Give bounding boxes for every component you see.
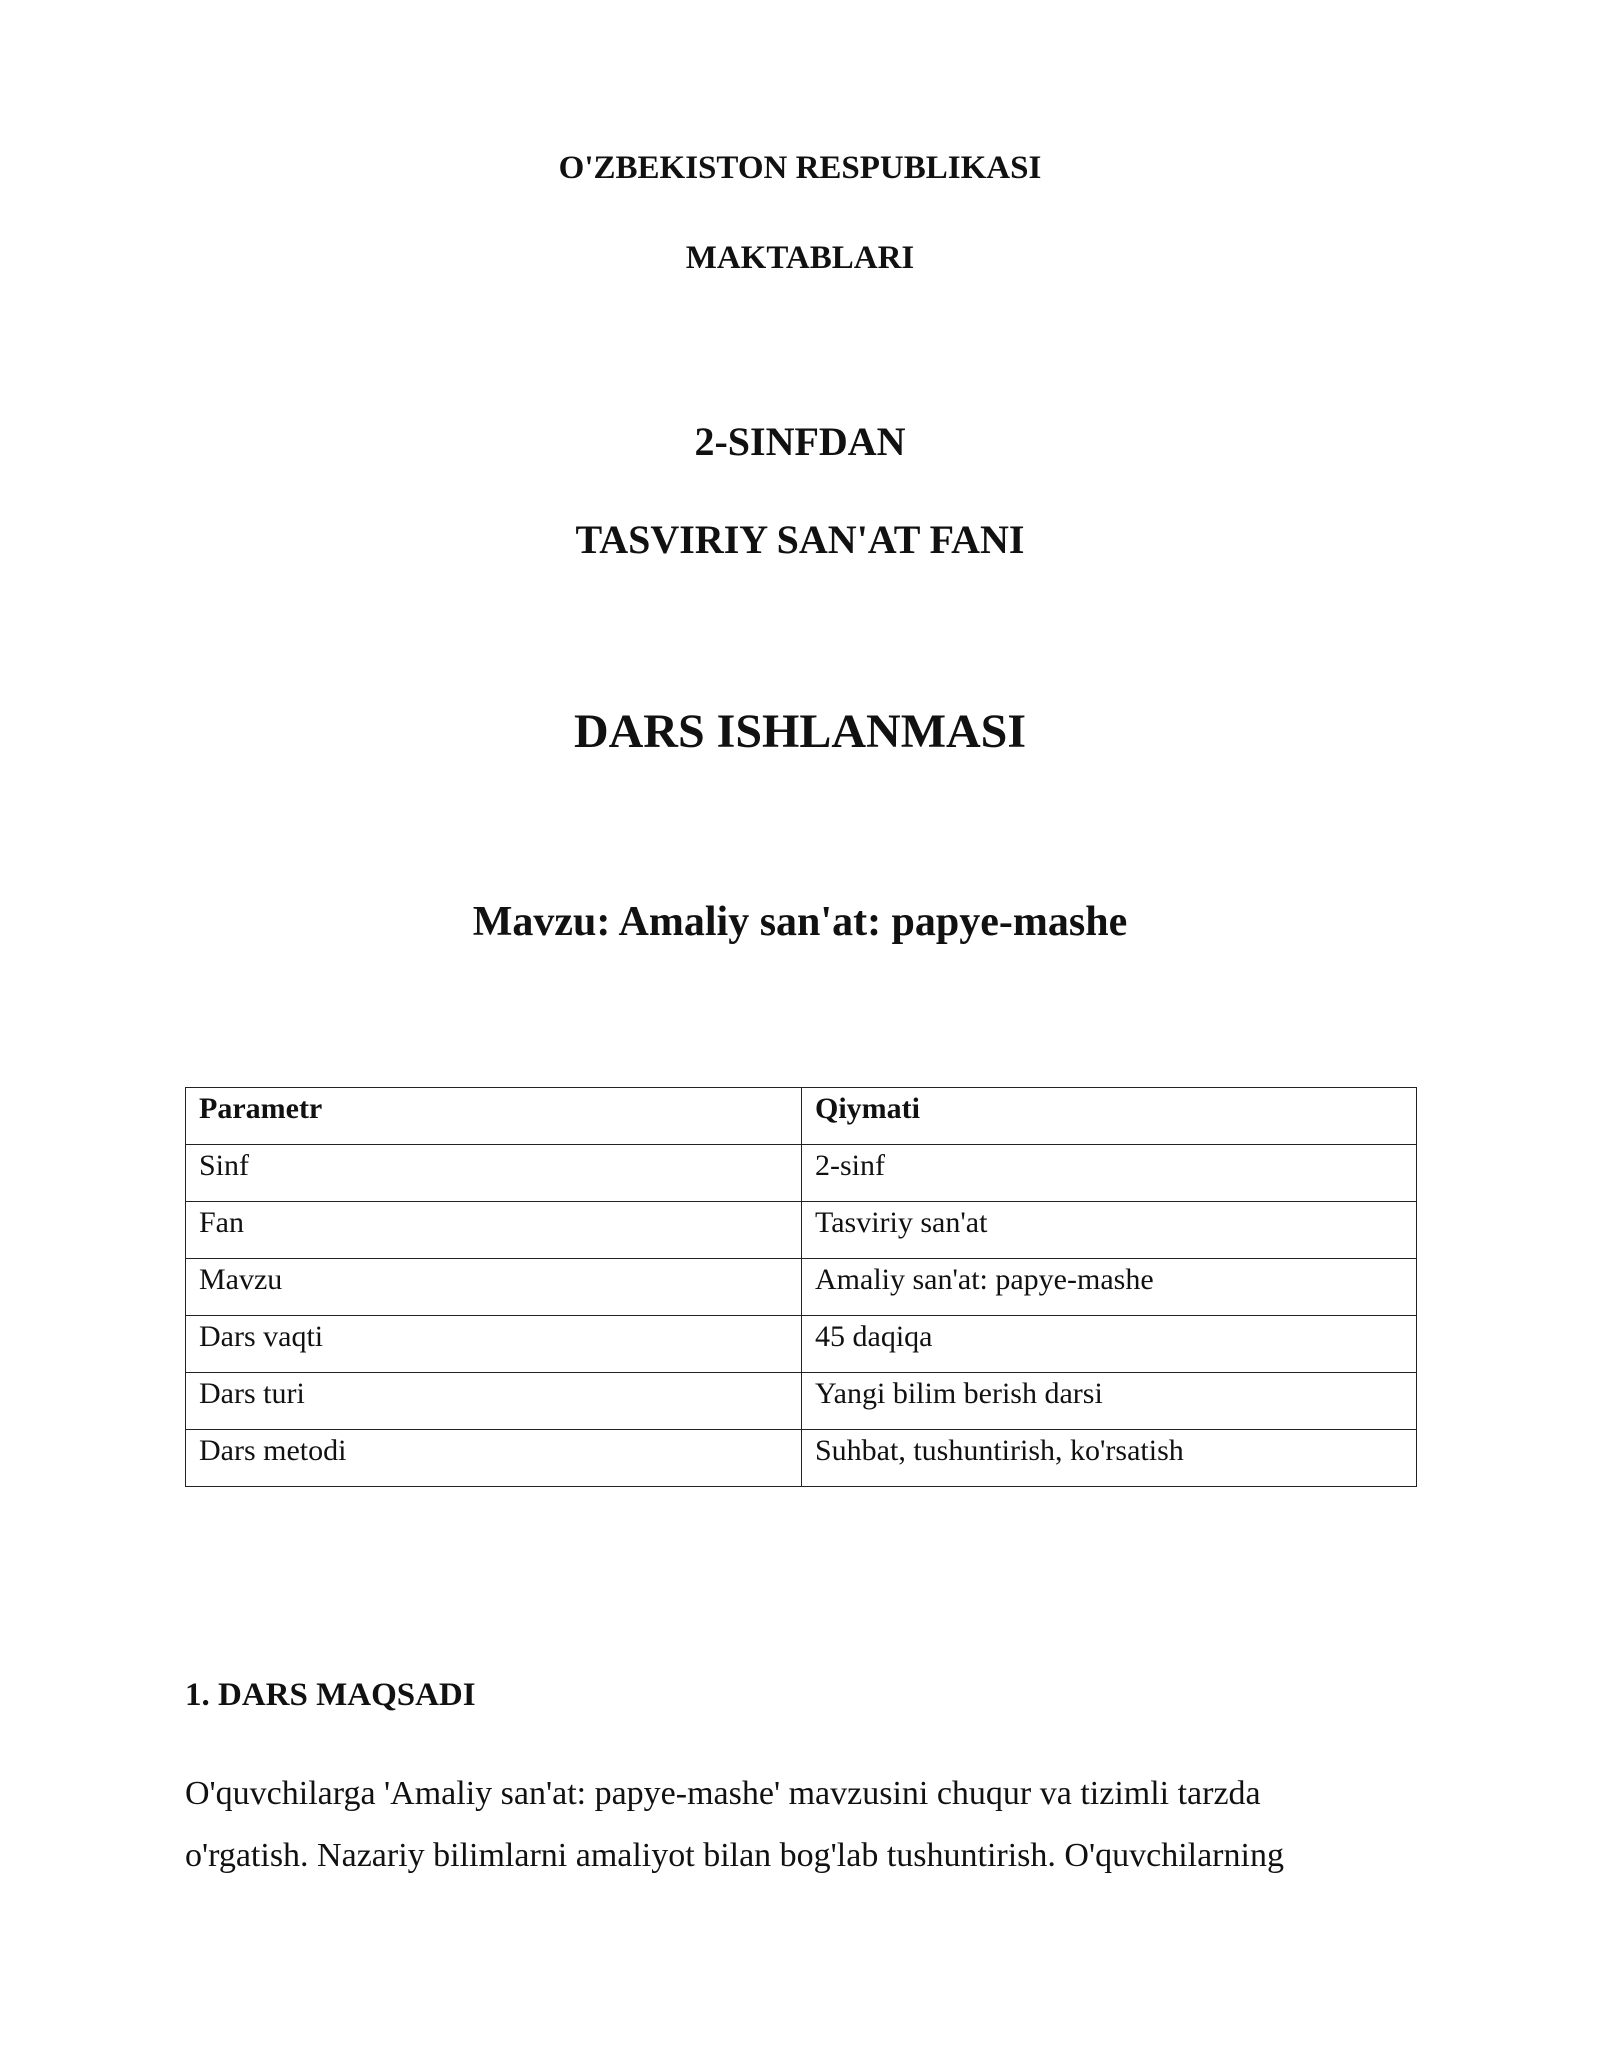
header-subject: TASVIRIY SAN'AT FANI	[575, 517, 1025, 562]
section-paragraph	[185, 1763, 1425, 1887]
table-row	[186, 1145, 1417, 1202]
table-header-cell: Parametr	[186, 1088, 802, 1145]
table-cell-param: Dars metodi	[186, 1430, 802, 1487]
header-country: O'ZBEKISTON RESPUBLIKASI	[558, 150, 1042, 186]
table-row	[186, 1430, 1417, 1487]
table-cell-value: Amaliy san'at: papye-mashe	[802, 1259, 1417, 1316]
table-cell-param: Mavzu	[186, 1259, 802, 1316]
table-cell-param: Dars turi	[186, 1373, 802, 1430]
header-schools: MAKTABLARI	[685, 240, 915, 276]
table-header-cell: Qiymati	[802, 1088, 1417, 1145]
table-cell-value: Tasviriy san'at	[802, 1202, 1417, 1259]
table-cell-param: Dars vaqti	[186, 1316, 802, 1373]
table-header-row	[186, 1088, 1417, 1145]
paragraph-line: o'rgatish. Nazariy bilimlarni amaliyot bilan bog'lab tushuntirish. O'quvchilarning	[185, 1837, 1284, 1874]
table-cell-param: Fan	[186, 1202, 802, 1259]
paragraph-line: O'quvchilarga 'Amaliy san'at: papye-mashe' mavzusini chuqur va tizimli tarzda	[185, 1775, 1261, 1812]
table-cell-value: Yangi bilim berish darsi	[802, 1373, 1417, 1430]
lesson-topic: Mavzu: Amaliy san'at: papye-mashe	[472, 899, 1128, 945]
table-row	[186, 1316, 1417, 1373]
table-cell-param: Sinf	[186, 1145, 802, 1202]
table-row	[186, 1373, 1417, 1430]
table-row	[186, 1259, 1417, 1316]
document-title: DARS ISHLANMASI	[573, 705, 1027, 758]
table-row	[186, 1202, 1417, 1259]
table-cell-value: Suhbat, tushuntirish, ko'rsatish	[802, 1430, 1417, 1487]
header-grade: 2-SINFDAN	[694, 419, 906, 464]
lesson-info-table	[185, 1087, 1417, 1487]
table-cell-value: 45 daqiqa	[802, 1316, 1417, 1373]
section-heading: 1. DARS MAQSADI	[185, 1677, 476, 1713]
table-cell-value: 2-sinf	[802, 1145, 1417, 1202]
